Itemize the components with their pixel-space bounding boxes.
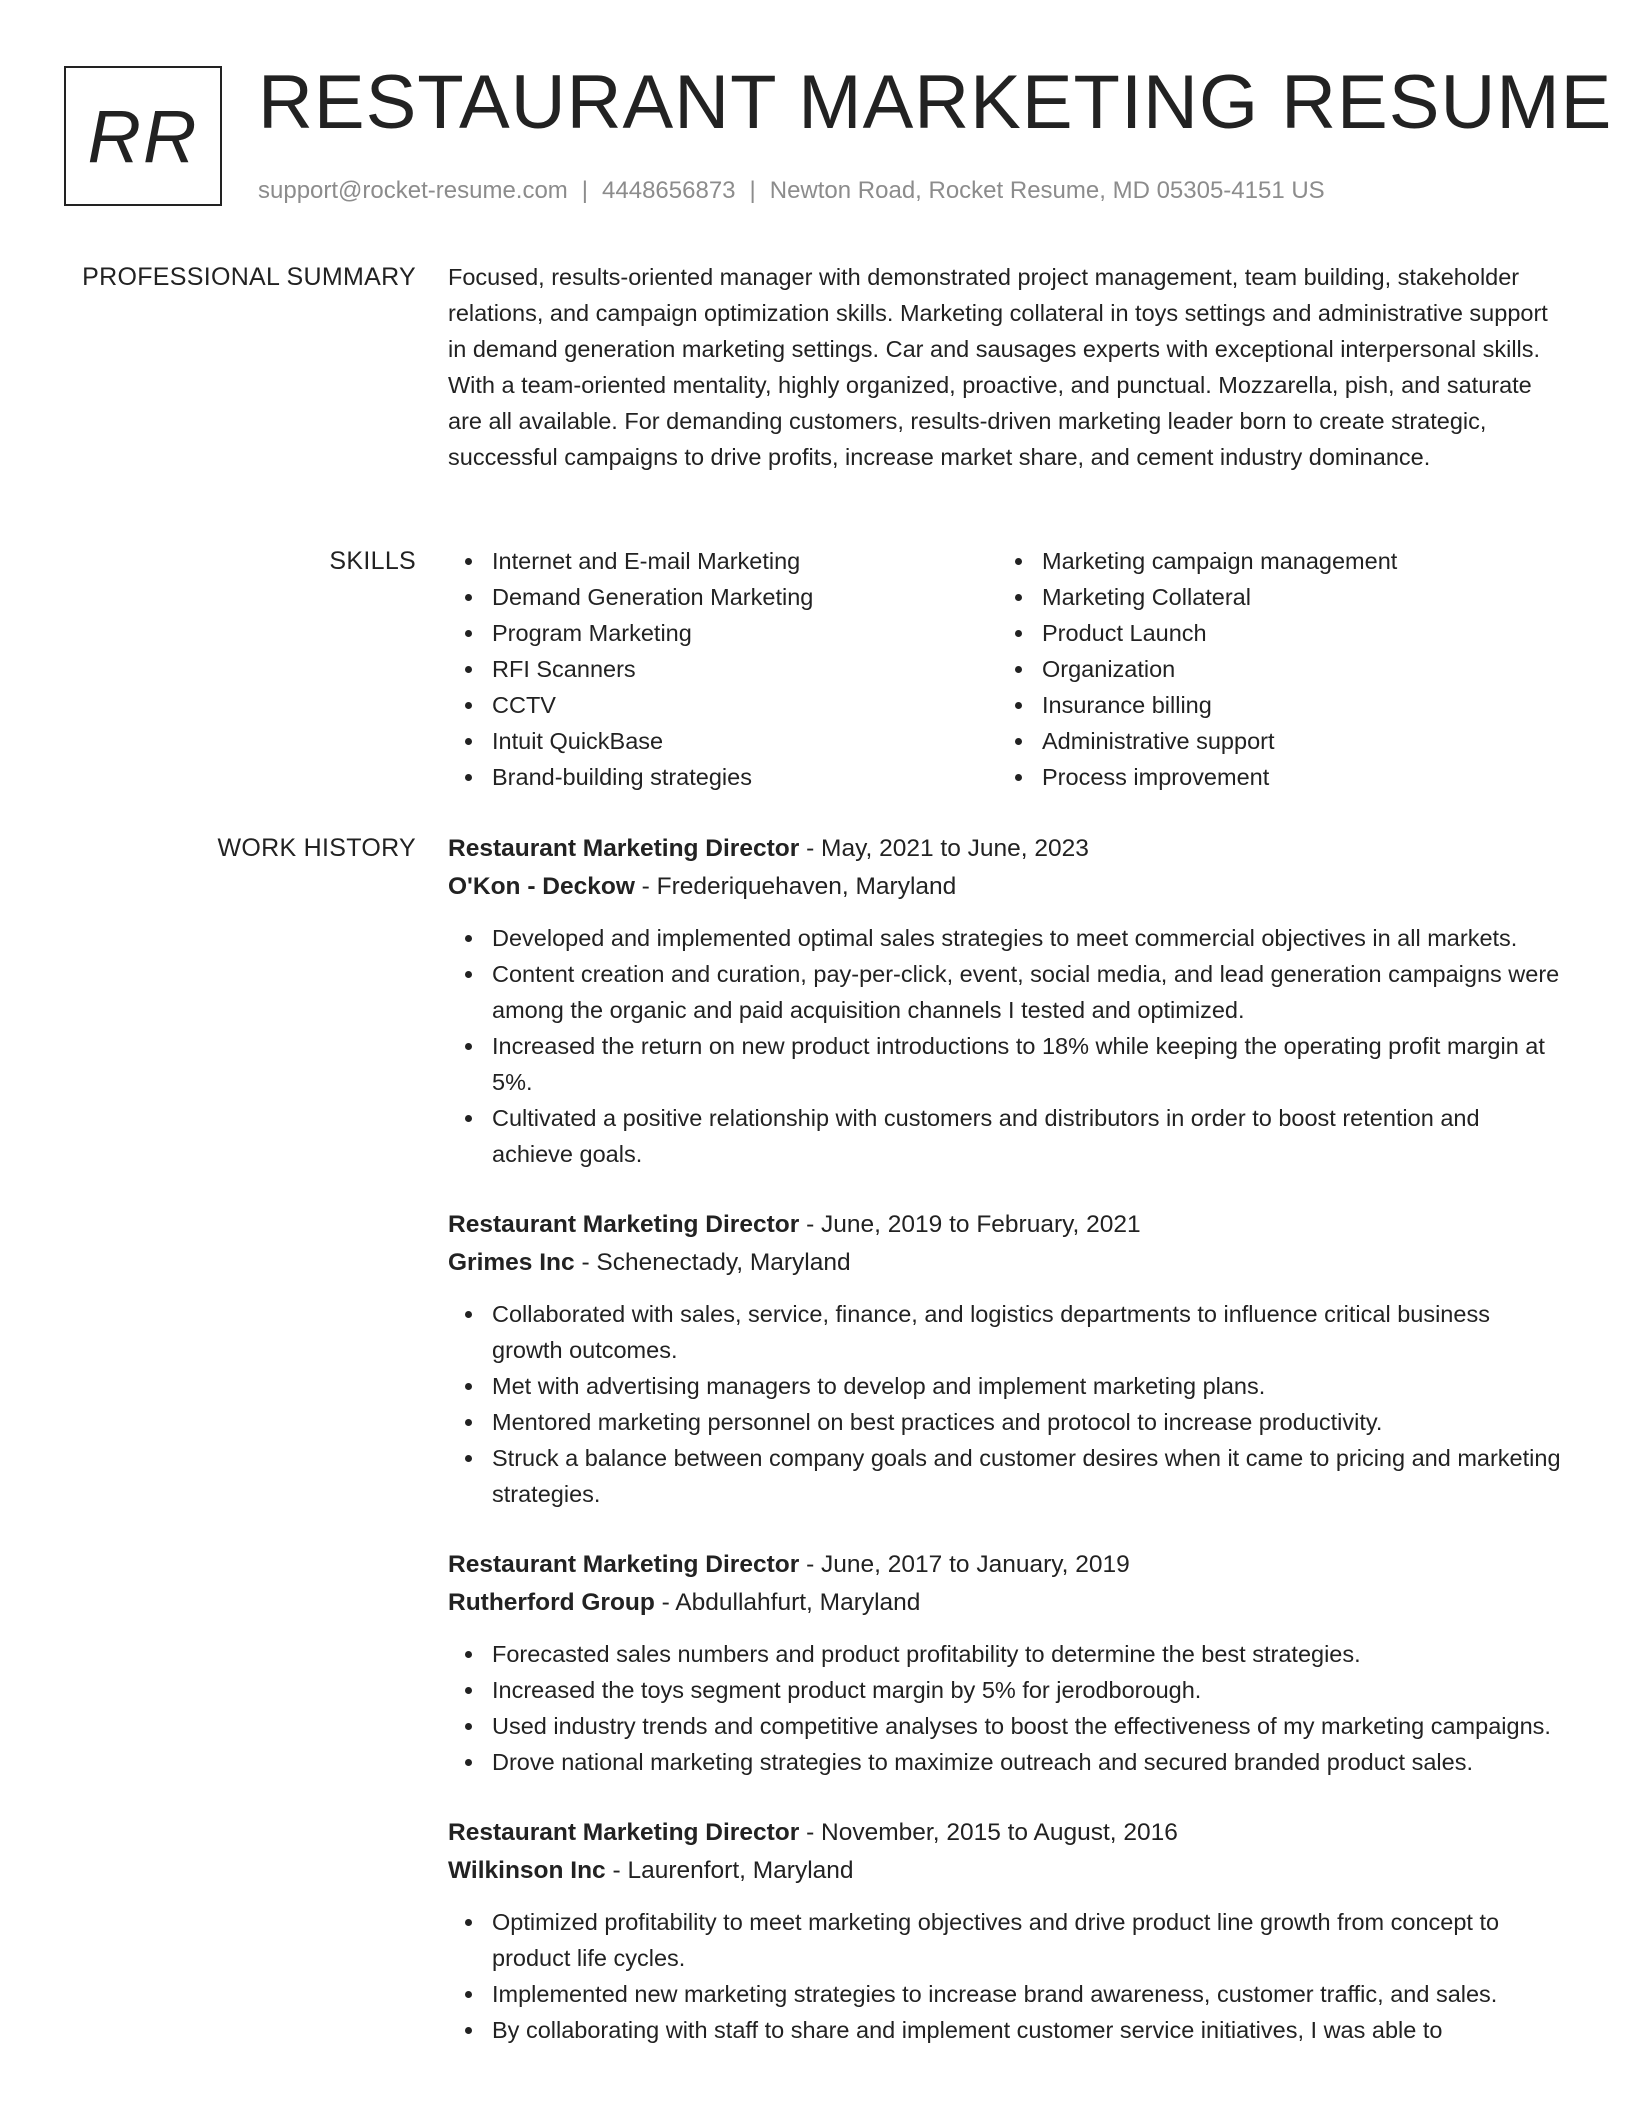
job-company-line (448, 1584, 1563, 1622)
job-dates: - November, 2015 to August, 2016 (799, 1819, 1178, 1846)
job-company: Wilkinson Inc (448, 1857, 606, 1884)
contact-email: support@rocket-resume.com (258, 177, 568, 204)
skill-item: Brand-building strategies (448, 759, 998, 795)
job-bullet: Mentored marketing personnel on best practices and protocol to increase productivity. (448, 1404, 1563, 1440)
job-bullet: Developed and implemented optimal sales strategies to meet commercial objectives in all markets. (448, 920, 1563, 956)
job-title: Restaurant Marketing Director (448, 1551, 800, 1578)
job-entry (448, 1814, 1563, 2048)
job-bullet: Drove national marketing strategies to maximize outreach and secured branded product sales. (448, 1744, 1563, 1780)
job-company-line (448, 868, 1563, 906)
job-bullets (448, 1636, 1563, 1780)
job-bullet: Forecasted sales numbers and product profitability to determine the best strategies. (448, 1636, 1563, 1672)
contact-phone: 4448656873 (602, 177, 736, 204)
monogram-logo: RR (64, 66, 222, 206)
job-bullet: Met with advertising managers to develop and implement marketing plans. (448, 1368, 1563, 1404)
skills-list-right (998, 543, 1548, 795)
job-dates: - May, 2021 to June, 2023 (799, 835, 1089, 862)
job-bullets (448, 1296, 1563, 1512)
job-location: - Laurenfort, Maryland (605, 1857, 854, 1884)
skill-item: Product Launch (998, 615, 1548, 651)
job-bullet: Implemented new marketing strategies to increase brand awareness, customer traffic, and sales. (448, 1976, 1563, 2012)
skill-item: Internet and E-mail Marketing (448, 543, 998, 579)
job-bullet: Struck a balance between company goals and customer desires when it came to pricing and marketing strategies. (448, 1440, 1563, 1512)
job-entry (448, 830, 1563, 1172)
skills-list-left (448, 543, 998, 795)
job-title-line (448, 1814, 1563, 1852)
skill-item: CCTV (448, 687, 998, 723)
job-bullet: Used industry trends and competitive analyses to boost the effectiveness of my marketing campaigns. (448, 1708, 1563, 1744)
job-entry (448, 1546, 1563, 1780)
contact-separator: | (749, 177, 756, 204)
job-bullet: Increased the toys segment product margin by 5% for jerodborough. (448, 1672, 1563, 1708)
job-bullet: Increased the return on new product introductions to 18% while keeping the operating profit margin at 5%. (448, 1028, 1563, 1100)
skills-label: SKILLS (329, 547, 416, 575)
job-title: Restaurant Marketing Director (448, 1211, 800, 1238)
skill-item: Process improvement (998, 759, 1548, 795)
skill-item: Program Marketing (448, 615, 998, 651)
job-company-line (448, 1244, 1563, 1282)
skill-item: Administrative support (998, 723, 1548, 759)
summary-label: PROFESSIONAL SUMMARY (82, 263, 416, 291)
job-company: Rutherford Group (448, 1589, 655, 1616)
job-bullets (448, 920, 1563, 1172)
job-dates: - June, 2017 to January, 2019 (799, 1551, 1130, 1578)
summary-body (448, 259, 1563, 475)
work-history-label: WORK HISTORY (217, 834, 416, 862)
skill-item: Organization (998, 651, 1548, 687)
job-bullet: Content creation and curation, pay-per-click, event, social media, and lead generation campaigns were among the organic and paid acquisition channels I tested and optimized. (448, 956, 1563, 1028)
job-company: Grimes Inc (448, 1249, 575, 1276)
summary-text: Focused, results-oriented manager with demonstrated project management, team building, stakeholder relations, and campaign optimization skills. Marketing collateral in toys settings and administrative support in demand generation marketing settings. Car and sausages experts with exceptional interpersonal skills. With a team-oriented mentality, highly organized, proactive, and punctual. Mozzarella, pish, and saturate are all available. For demanding customers, results-driven marketing leader born to create strategic, successful campaigns to drive profits, increase market share, and cement industry dominance. (448, 264, 1548, 470)
job-bullet: Collaborated with sales, service, finance, and logistics departments to influence critical business growth outcomes. (448, 1296, 1563, 1368)
resume-title: RESTAURANT MARKETING RESUME (258, 60, 1613, 145)
job-bullet: Cultivated a positive relationship with customers and distributors in order to boost retention and achieve goals. (448, 1100, 1563, 1172)
skills-columns (448, 543, 1563, 795)
job-location: - Frederiquehaven, Maryland (634, 873, 957, 900)
skill-item: Intuit QuickBase (448, 723, 998, 759)
skill-item: RFI Scanners (448, 651, 998, 687)
contact-address: Newton Road, Rocket Resume, MD 05305-4151 US (769, 177, 1325, 204)
job-title-line (448, 830, 1563, 868)
job-location: - Schenectady, Maryland (574, 1249, 851, 1276)
job-bullets (448, 1904, 1563, 2048)
contact-line (258, 174, 1325, 208)
skill-item: Demand Generation Marketing (448, 579, 998, 615)
job-dates: - June, 2019 to February, 2021 (799, 1211, 1141, 1238)
job-entry (448, 1206, 1563, 1512)
job-title: Restaurant Marketing Director (448, 835, 800, 862)
job-company-line (448, 1852, 1563, 1890)
job-bullet: Optimized profitability to meet marketing objectives and drive product line growth from concept to product life cycles. (448, 1904, 1563, 1976)
job-location: - Abdullahfurt, Maryland (654, 1589, 921, 1616)
job-company: O'Kon - Deckow (448, 873, 635, 900)
job-title-line (448, 1206, 1563, 1244)
contact-separator: | (581, 177, 589, 204)
job-title-line (448, 1546, 1563, 1584)
job-bullet: By collaborating with staff to share and implement customer service initiatives, I was able to (448, 2012, 1563, 2048)
skills-body (448, 543, 1563, 795)
skill-item: Marketing Collateral (998, 579, 1548, 615)
skill-item: Marketing campaign management (998, 543, 1548, 579)
skill-item: Insurance billing (998, 687, 1548, 723)
work-history-body (448, 830, 1563, 2082)
job-title: Restaurant Marketing Director (448, 1819, 800, 1846)
